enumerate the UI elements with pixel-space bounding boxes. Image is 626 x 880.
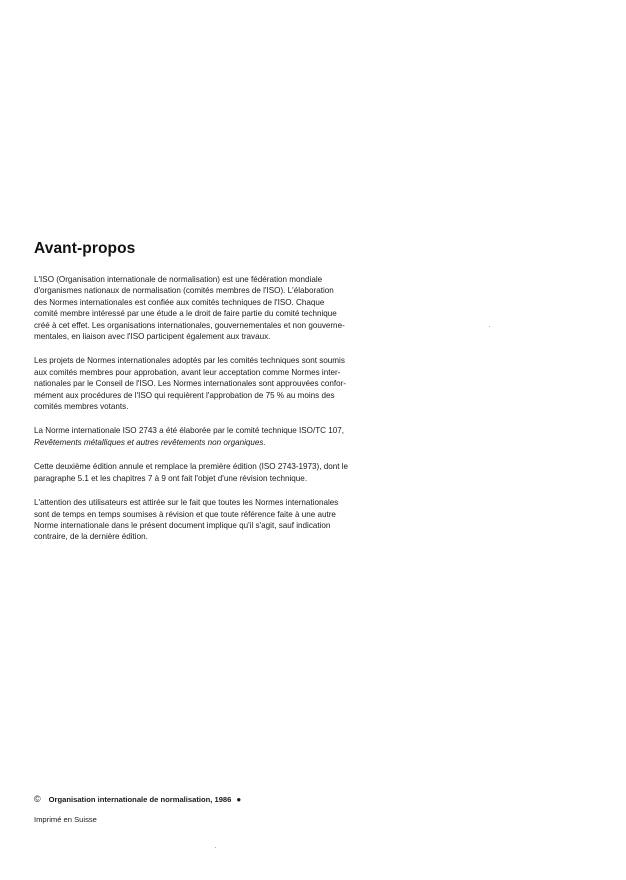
- text-line: sont de temps en temps soumises à révision et que toute référence faite à une autre: [34, 509, 336, 519]
- text-line: comités membres votants.: [34, 402, 129, 412]
- printed-in: Imprimé en Suisse: [34, 815, 97, 824]
- text-line: comité membre intéressé par une étude a le droit de faire partie du comité technique: [34, 309, 337, 319]
- text-line: créé à cet effet. Les organisations internationales, gouvernementales et non gouverne-: [34, 320, 345, 330]
- text-line: mément aux procédures de l'ISO qui requièrent l'approbation de 75 % au moins des: [34, 390, 335, 400]
- text-line: aux comités membres pour approbation, avant leur acceptation comme Normes inter-: [34, 367, 341, 377]
- text-line: nationales par le Conseil de l'ISO. Les Normes internationales sont approuvées confor-: [34, 379, 346, 389]
- paragraph-iso-intro: [34, 274, 384, 342]
- paragraph-revision-notice: [34, 497, 384, 543]
- scan-speck: [489, 326, 490, 327]
- text-line: contraire, de la dernière édition.: [34, 532, 148, 542]
- paragraph-edition: [34, 461, 384, 484]
- text-line: Cette deuxième édition annule et remplace la première édition (ISO 2743-1973), dont le: [34, 462, 349, 472]
- text-line: L'attention des utilisateurs est attirée sur le fait que toutes les Normes internationales: [34, 498, 339, 508]
- text-line: L'ISO (Organisation internationale de normalisation) est une fédération mondiale: [34, 275, 323, 284]
- foreword-heading: Avant-propos: [34, 240, 136, 257]
- bullet-icon: ●: [236, 795, 242, 804]
- foreword-section: [34, 240, 384, 556]
- copyright-line: [34, 794, 434, 804]
- text-line: d'organismes nationaux de normalisation (comités membres de l'ISO). L'élaboration: [34, 286, 334, 296]
- scan-speck: [215, 847, 216, 848]
- text-line: Les projets de Normes internationales adoptés par les comités techniques sont soumis: [34, 356, 345, 366]
- paragraph-technical-committee: [34, 425, 384, 448]
- copyright-icon: ©: [34, 794, 41, 804]
- text-line: paragraphe 5.1 et les chapitres 7 à 9 ont fait l'objet d'une révision technique.: [34, 473, 308, 483]
- committee-title: Revêtements métalliques et autres revêtements non organiques.: [34, 437, 266, 447]
- paragraph-approval: [34, 355, 384, 412]
- text-line: mentales, en liaison avec l'ISO participent également aux travaux.: [34, 332, 271, 342]
- text-line: Norme internationale dans le présent document implique qu'il s'agit, sauf indication: [34, 520, 331, 530]
- text-line: La Norme internationale ISO 2743 a été élaborée par le comité technique ISO/TC 107,: [34, 426, 344, 436]
- text-line: des Normes internationales est confiée aux comités techniques de l'ISO. Chaque: [34, 297, 325, 307]
- copyright-organisation: Organisation internationale de normalisation, 1986: [48, 795, 232, 804]
